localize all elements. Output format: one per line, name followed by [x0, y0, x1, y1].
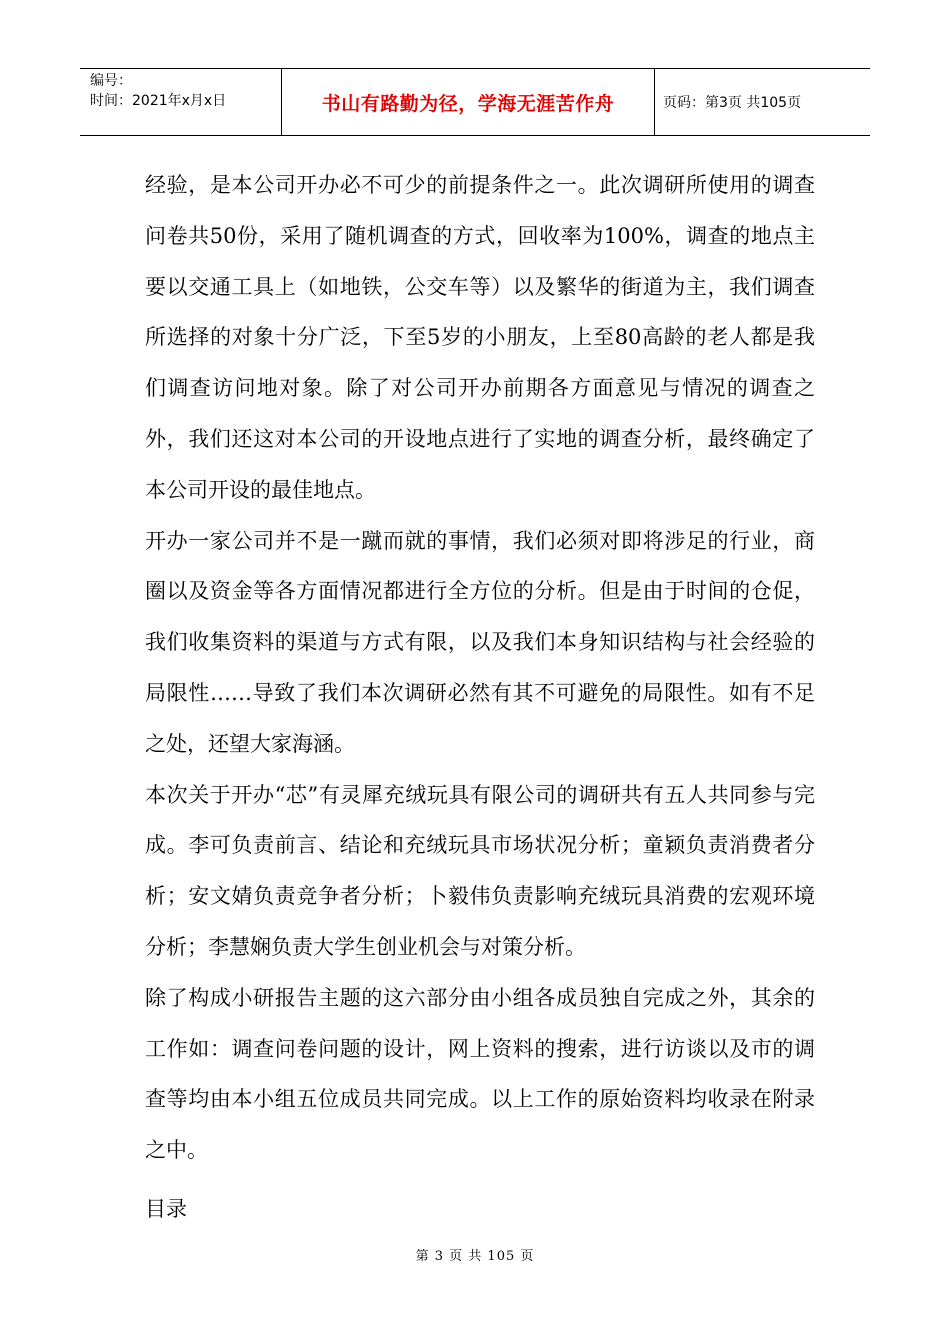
document-body [145, 160, 815, 1235]
toc-heading: 目录 [145, 1196, 187, 1221]
header-page-info: 页码：第3页 共105页 [663, 95, 802, 111]
header-motto-cell [282, 69, 655, 135]
header-motto: 书山有路勤为径，学海无涯苦作舟 [321, 92, 615, 115]
header-meta-cell [80, 69, 282, 135]
page-footer [0, 1245, 950, 1264]
body-paragraph-4: 除了构成小研报告主题的这六部分由小组各成员独自完成之外，其余的工作如：调查问卷问题的设计，网上资料的搜索，进行访谈以及市的调查等均由本小组五位成员共同完成。以上工作的原始资料均收录在附录之中。 [145, 985, 815, 1163]
body-paragraph-2: 开办一家公司并不是一蹴而就的事情，我们必须对即将涉足的行业，商圈以及资金等各方面情况都进行全方位的分析。但是由于时间的仓促，我们收集资料的渠道与方式有限，以及我们本身知识结构与社会经验的局限性……导致了我们本次调研必然有其不可避免的局限性。如有不足之处，还望大家海涵。 [145, 528, 815, 756]
header-page-cell [655, 69, 870, 135]
document-header [80, 68, 870, 136]
body-paragraph-3: 本次关于开办“芯”有灵犀充绒玩具有限公司的调研共有五人共同参与完成。李可负责前言、结论和充绒玩具市场状况分析；童颖负责消费者分析；安文婧负责竞争者分析；卜毅伟负责影响充绒玩具消费的宏观环境分析；李慧娴负责大学生创业机会与对策分析。 [145, 782, 815, 959]
footer-page-number: 第 3 页 共 105 页 [415, 1249, 535, 1264]
document-date: 时间：2021年x月x日 [90, 93, 227, 109]
body-paragraph-1: 经验，是本公司开办必不可少的前提条件之一。此次调研所使用的调查问卷共50份，采用了随机调查的方式，回收率为100%，调查的地点主要以交通工具上（如地铁，公交车等）以及繁华的街道为主，我们调查所选择的对象十分广泛，下至5岁的小朋友，上至80高龄的老人都是我们调查访问地对象。除了对公司开办前期各方面意见与情况的调查之外，我们还这对本公司的开设地点进行了实地的调查分析，最终确定了本公司开设的最佳地点。 [145, 173, 815, 502]
document-number-label: 编号： [90, 73, 132, 89]
